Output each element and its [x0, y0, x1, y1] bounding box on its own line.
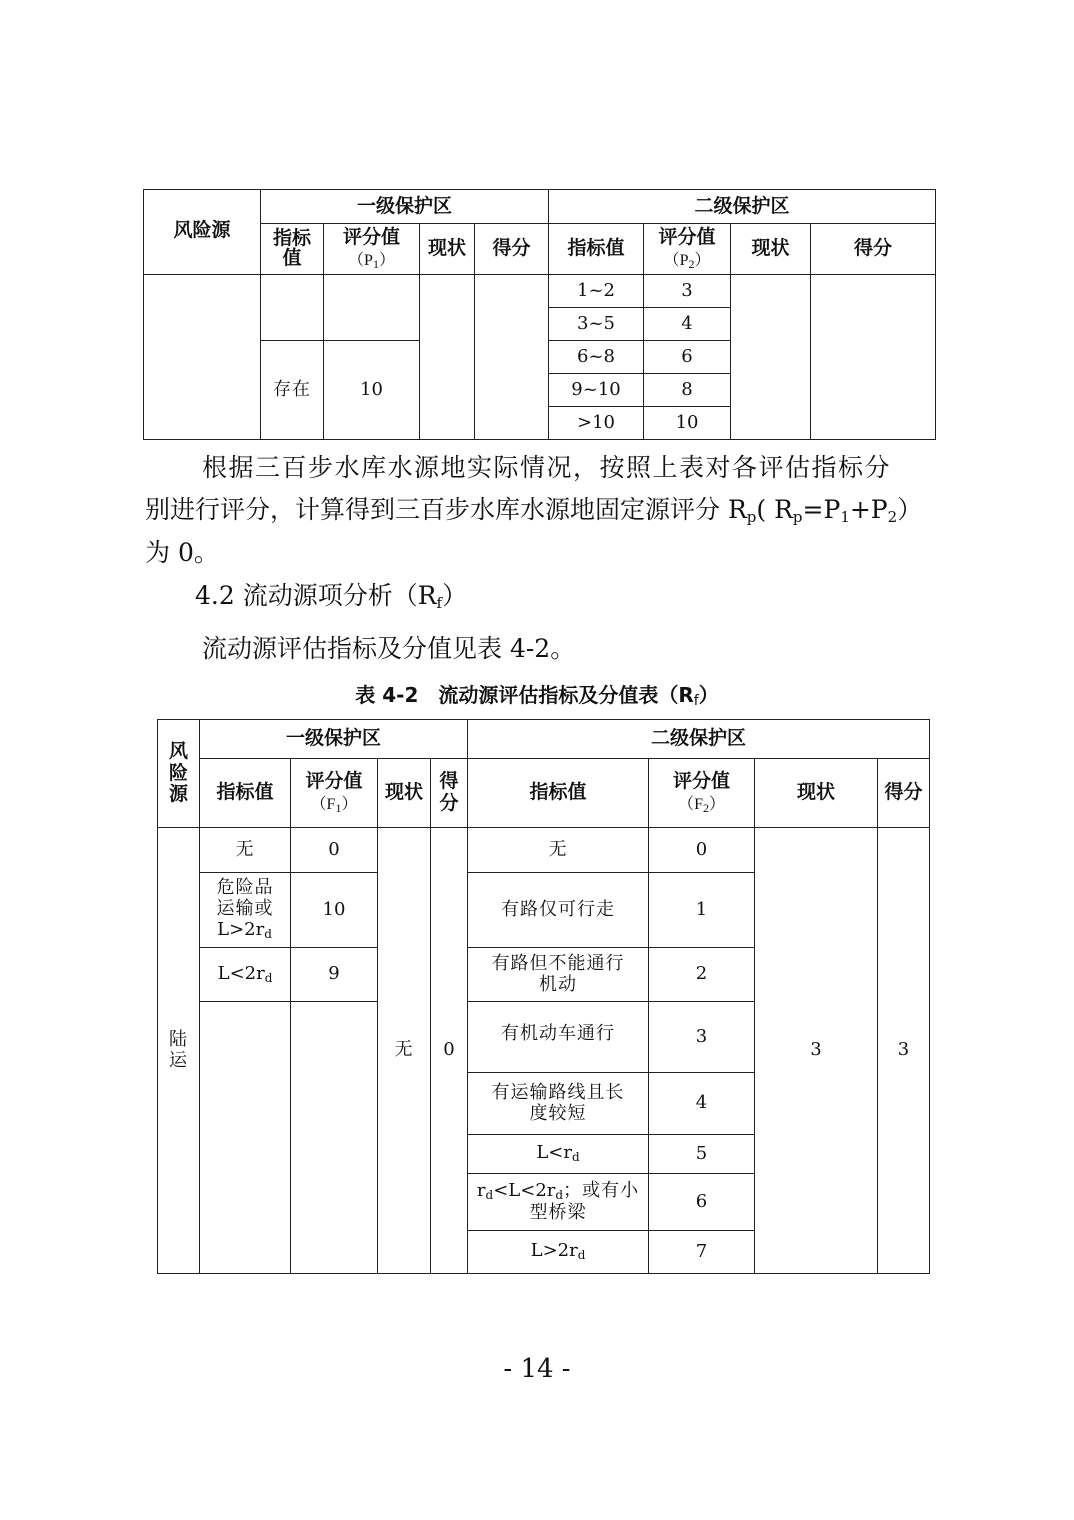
risk-source-cell: 陆 运: [158, 828, 200, 1274]
z2-score-cell: 7: [649, 1231, 755, 1274]
fixed-source-table: [143, 189, 936, 440]
z1-status-cell: [420, 275, 475, 440]
z2-score-cell: 8: [644, 374, 731, 407]
z2-indicator-header: 指标值: [468, 759, 649, 828]
z2-score-header: 评分值 $(P_2)$: [644, 224, 731, 275]
z1-score-header: 评分值 $(P_1)$: [324, 224, 420, 275]
z2-status-header: 现状: [755, 759, 878, 828]
zone1-header: 一级保护区: [261, 190, 549, 224]
z2-score-cell: 10: [644, 407, 731, 440]
section-heading: 4.2 流动源项分析（Rf）: [195, 581, 468, 612]
z1-result-header: 得 分: [431, 759, 468, 828]
z1-result-cell: 0: [431, 828, 468, 1274]
z1-indicator-cell: $L<2r_d$: [200, 948, 291, 1002]
z2-indicator-header: 指标值: [549, 224, 644, 275]
z2-indicator-cell: $L<r_d$: [468, 1135, 649, 1174]
z1-score-cell: 10: [291, 873, 378, 948]
zone2-header: 二级保护区: [468, 720, 930, 759]
zone1-header: 一级保护区: [200, 720, 468, 759]
z1-score-cell: 9: [291, 948, 378, 1002]
z2-result-header: 得分: [811, 224, 936, 275]
risk-source-cell: [144, 275, 261, 440]
z2-score-cell: 0: [649, 828, 755, 873]
z2-score-cell: 2: [649, 948, 755, 1002]
z1-status-header: 现状: [420, 224, 475, 275]
z2-score-cell: 5: [649, 1135, 755, 1174]
z1-result-cell: [475, 275, 549, 440]
z1-indicator-cell: 无: [200, 828, 291, 873]
page-number: - 14 -: [503, 1354, 571, 1384]
z2-result-cell: [811, 275, 936, 440]
z2-score-cell: 3: [644, 275, 731, 308]
z1-score-cell: 10: [324, 341, 420, 440]
z1-status-cell: 无: [378, 828, 431, 1274]
z1-score-cell: 0: [291, 828, 378, 873]
paragraph-line: 别进行评分，计算得到三百步水库水源地固定源评分 Rp( Rp=P1+P2）: [145, 495, 923, 526]
z2-score-cell: 6: [644, 341, 731, 374]
mobile-source-table: [157, 719, 930, 1274]
z2-indicator-cell: 9~10: [549, 374, 644, 407]
z2-score-cell: 4: [649, 1073, 755, 1135]
z2-indicator-cell: 1~2: [549, 275, 644, 308]
zone2-header: 二级保护区: [549, 190, 936, 224]
z2-indicator-cell: $r_d<L<2r_d$；或有小 型桥梁: [468, 1174, 649, 1231]
z2-status-cell: 3: [755, 828, 878, 1274]
z2-score-cell: 4: [644, 308, 731, 341]
z2-indicator-cell: 有路但不能通行 机动: [468, 948, 649, 1002]
z2-indicator-cell: 无: [468, 828, 649, 873]
z2-indicator-cell: $L>2r_d$: [468, 1231, 649, 1274]
paragraph-line: 为 0。: [145, 538, 219, 567]
z2-result-cell: 3: [878, 828, 930, 1274]
z2-indicator-cell: 3~5: [549, 308, 644, 341]
table-caption: 表 4-2 流动源评估指标及分值表（Rf）: [355, 683, 719, 709]
z2-indicator-cell: 有运输路线且长 度较短: [468, 1073, 649, 1135]
z1-indicator-cell: 存在: [261, 341, 324, 440]
z1-indicator-empty: [261, 275, 324, 341]
risk-source-header: 风 险 源: [158, 720, 200, 828]
risk-source-header: 风险源: [144, 190, 261, 275]
z2-score-header: 评分值 $(F_2)$: [649, 759, 755, 828]
z2-indicator-cell: 有机动车通行: [468, 1002, 649, 1073]
z2-indicator-cell: 有路仅可行走: [468, 873, 649, 948]
z2-indicator-cell: >10: [549, 407, 644, 440]
z1-score-header: 评分值 $(F_1)$: [291, 759, 378, 828]
z1-result-header: 得分: [475, 224, 549, 275]
z1-indicator-cell: 危险品 运输或 $L>2r_d$: [200, 873, 291, 948]
z2-status-header: 现状: [731, 224, 811, 275]
paragraph-line: 根据三百步水库水源地实际情况，按照上表对各评估指标分: [202, 453, 892, 482]
z2-indicator-cell: 6~8: [549, 341, 644, 374]
paragraph-line: 流动源评估指标及分值见表 4-2。: [202, 634, 576, 663]
z2-score-cell: 6: [649, 1174, 755, 1231]
z1-score-empty: [291, 1002, 378, 1274]
z2-score-cell: 1: [649, 873, 755, 948]
z1-status-header: 现状: [378, 759, 431, 828]
z2-score-cell: 3: [649, 1002, 755, 1073]
z1-indicator-header: 指标值: [200, 759, 291, 828]
z1-indicator-empty: [200, 1002, 291, 1274]
z2-status-cell: [731, 275, 811, 440]
z2-result-header: 得分: [878, 759, 930, 828]
z1-score-empty: [324, 275, 420, 341]
z1-indicator-header: 指标值: [261, 224, 324, 275]
